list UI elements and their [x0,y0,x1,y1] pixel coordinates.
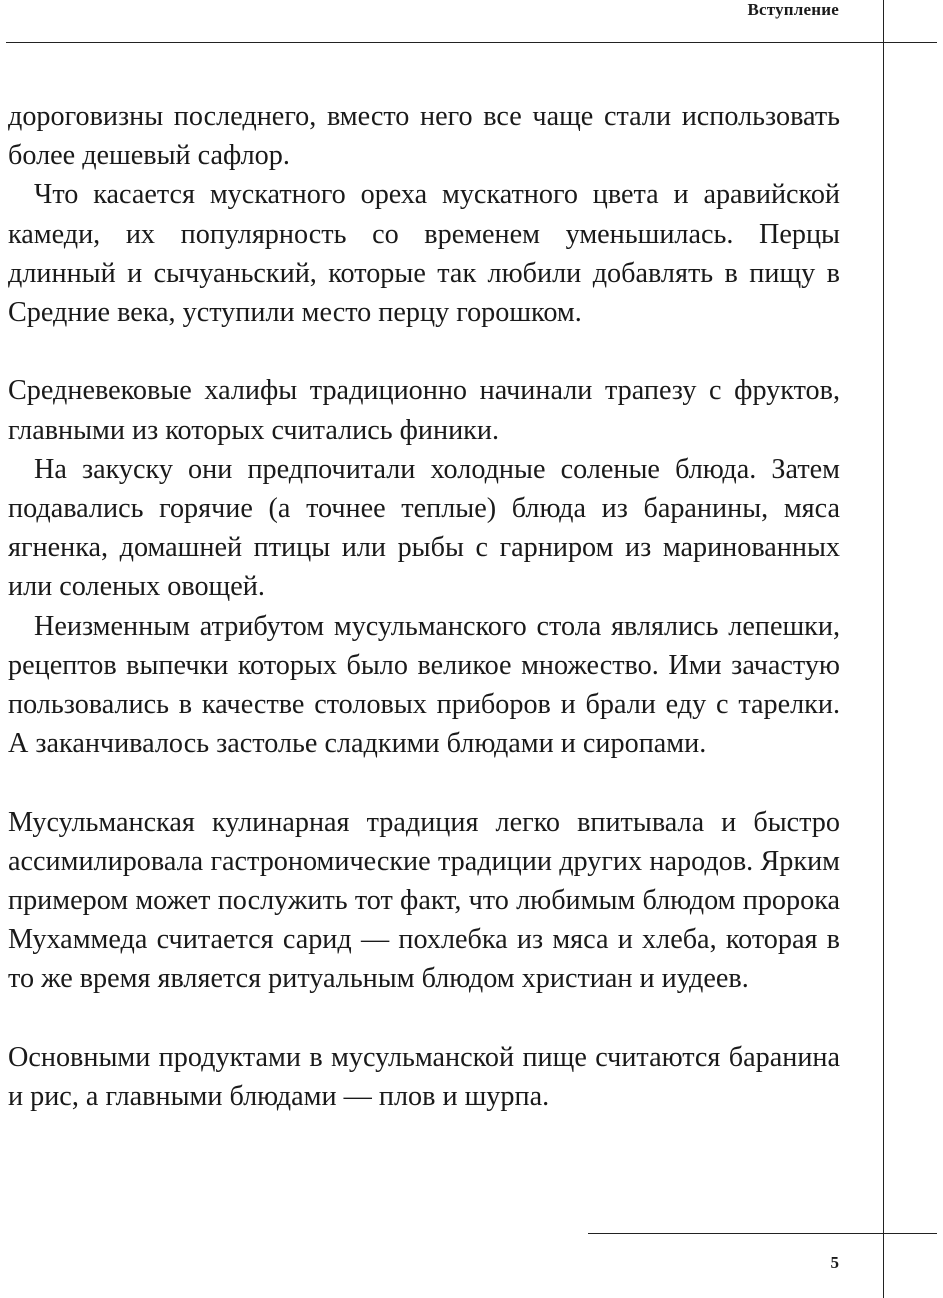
header-rule [6,42,937,43]
paragraph: дороговизны последнего, вместо него все чаще стали использовать более дешевый сафлор. [8,101,840,172]
page-body-text [8,97,840,1116]
paragraph: Что касается мускатного ореха мускатного цвета и аравийской камеди, их популярность со временем уменьшилась. Перцы длинный и сычуаньский, которые так любили добавлять в пищу в Средние века, уступили место перцу горошком. [8,179,840,329]
paragraph: Неизменным атрибутом мусульманского стола являлись лепешки, рецептов выпечки которых было великое множество. Ими зачастую пользовались в качестве столовых приборов и брали еду с тарелки. А заканчивалось застолье сладкими блюдами и сиропами. [8,610,840,760]
footer-rule [588,1233,937,1234]
paragraph: Основными продуктами в мусульманской пище считаются баранина и рис, а главными блюдами — плов и шурпа. [8,1041,840,1113]
paragraph: На закуску они предпочитали холодные соленые блюда. Затем подавались горячие (а точнее теплые) блюда из баранины, мяса ягненка, домашней птицы или рыбы с гарниром из маринованных или соленых овощей. [8,453,840,603]
paragraph: Мусульманская кулинарная традиция легко впитывала и быстро ассимилировала гастрономические традиции других народов. Ярким примером может послужить тот факт, что любимым блюдом пророка Мухаммеда считается сарид — похлебка из мяса и хлеба, которая в то же время является ритуальным блюдом христиан и иудеев. [8,806,840,995]
page-number: 5 [830,1253,839,1272]
paragraph: Средневековые халифы традиционно начинали трапезу с фруктов, главными из которых считались финики. [8,375,840,446]
running-head-title: Вступление [747,0,839,19]
margin-rule [883,0,884,1298]
